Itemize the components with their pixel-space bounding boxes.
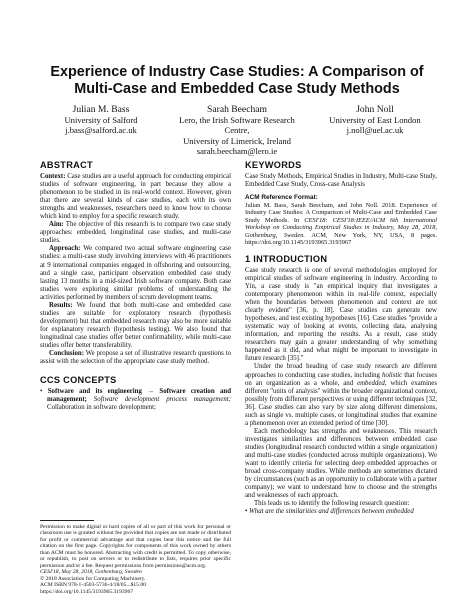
abstract-results: [40, 302, 231, 350]
acm-ref-text: [245, 202, 437, 247]
copyright-text: © 2018 Association for Computing Machinery.: [40, 575, 146, 582]
venue-text: CESI'18, May 28, 2018, Gothenburg, Sweden: [40, 569, 142, 576]
footnote-rule: [40, 520, 94, 521]
permission-footnote: [40, 524, 231, 595]
ccs-italic: Software development process management;: [93, 396, 231, 404]
ccs-concept: • Software and its engineering → Software creation and management; Software development process management; Collaboration in software development;: [40, 388, 231, 412]
author-block: [46, 104, 156, 136]
aim-text: The objective of this research is to compare two case study approaches: embedded, longitudinal case studies, and multi-case studies.: [40, 221, 231, 245]
conclusion-text: We propose a set of illustrative research questions to assist with the selection of the appropriate case study method.: [40, 350, 231, 366]
abstract-body: [40, 173, 231, 366]
rq-text: What are the similarities and differences between embedded: [249, 508, 414, 516]
approach-text: We compared two actual software engineering case studies: a multi-case study involving interviews with 46 practitioners at 9 international companies engaged in offshoring and outsourcing, and a single case, participant observation embedded case study lasting 13 months in a mid-sized Irish software company. Both case studies were exploring similar problems of understanding the activities performed by members of scrum development teams.: [40, 245, 231, 301]
intro-body: [245, 267, 437, 516]
abstract-aim: [40, 221, 231, 245]
author-block: [318, 104, 432, 136]
abstract-approach: [40, 245, 231, 301]
abstract-heading: ABSTRACT: [40, 160, 93, 170]
results-label: Results:: [49, 301, 73, 309]
intro-emph: embedded: [357, 379, 385, 387]
acm-ref-venue: CESI'18: CESI'18:IEEE/ACM 6th International Workshop on Conducting Empirical Studies in Industry, May 28, 2018, Gothenburg, Sweden.: [245, 216, 437, 239]
permission-text: Permission to make digital or hard copies of all or part of this work for personal or classroom use is granted without fee provided that copies are not made or distributed for profit or commercial advantage and that copies bear this notice and the full citation on the first page. Copyrights for components of this work owned by others than ACM must be honored. Abstracting with credit is permitted. To copy otherwise, or republish, to post on servers or to redistribute to lists, requires prior specific permission and/or a fee. Request permissions from permissions@acm.org.: [40, 524, 231, 569]
intro-text: Under the broad heading of case study research are different approaches to conducting case studies, including: [245, 363, 437, 379]
right-column: [245, 160, 437, 516]
acm-ref-authors: Julian M. Bass, Sarah Beecham, and John Noll. 2018. Experience of Industry Case Studies: A Comparison of Multi-Case and Embedded Case Study Methods. In: [245, 201, 437, 224]
ccs-heading: CCS CONCEPTS: [40, 375, 117, 386]
intro-paragraph: [245, 363, 437, 427]
author-name: John Noll: [356, 104, 394, 115]
author-affiliation: University of East London: [329, 115, 421, 125]
aim-label: Aim:: [49, 221, 64, 229]
intro-text: that focuses on an organization as a whole, and: [245, 371, 438, 387]
keywords-heading: KEYWORDS: [245, 160, 302, 170]
context-text: Case studies are a useful approach for conducting empirical studies of software engineering, in part because they allow a phenomenon to be studied in its real-world context. However, given that there are several kinds of case studies, each with its own strengths and weaknesses, researchers need to know how to choose which kind to employ for a specific research study.: [40, 173, 231, 221]
intro-paragraph: Each methodology has strengths and weaknesses. This research investigates similarities and differences between embedded case studies (longitudinal research conducted within a single organization) and multi-case studies (conducted across multiple organizations). We want to identify criteria for selecting deep embedded approaches or broad cross-company studies. While methods are sometimes dictated by circumstances (such as an opportunity to collaborate with a partner company); we want to understand how to choose and the strengths and weaknesses of each approach.: [245, 427, 437, 500]
author-email: j.noll@uel.ac.uk: [346, 125, 404, 136]
paper-title: [0, 64, 474, 98]
results-text: We found that both multi-case and embedded case studies are suitable for exploratory research (hypothesis development) but that embedded research may also be more suitable for explanatory research (hypothesis testing). We also found that longitudinal case studies offer better confirmability, while multi-case studies offer better transferability.: [40, 301, 232, 349]
left-column: [40, 160, 231, 412]
intro-paragraph: Case study research is one of several methodologies employed for empirical studies of software engineering in industry. According to Yin, a case study is "an empirical inquiry that investigates a contemporary phenomenon within its real-life context, especially when the boundaries between phenomenon and context are not clearly evident" [36, p. 18]. Case studies can generate new hypotheses, and test existing hypotheses [16]. Case studies "provide a systematic way of looking at events, collecting data, analysing information, and reporting the results. As a result, case study researchers may gain a greater understanding of why something happened as it did, and what might be important to investigate in future research [35].": [245, 266, 437, 363]
intro-text: , which examines different "units of analysis" within the broader organizational context, possibly from different perspectives or using different techniques [32, 36]. Case studies can also vary by size along different dimensions, such as single vs. multiple cases, or longitudinal studies that examine a phenomenon over an extended period of time [30].: [245, 379, 437, 427]
abstract-context: [40, 173, 231, 221]
approach-label: Approach:: [49, 245, 81, 253]
ccs-rest: Collaboration in software development;: [47, 404, 156, 412]
author-name: Julian M. Bass: [72, 104, 130, 115]
conclusion-label: Conclusion:: [49, 350, 84, 358]
author-affiliation: University of Salford: [64, 115, 138, 125]
intro-paragraph: This leads us to identify the following research question:: [254, 500, 410, 508]
author-email: j.bass@salford.ac.uk: [65, 125, 137, 136]
title-line: Experience of Industry Case Studies: A Comparison of: [50, 64, 424, 80]
acm-ref-tail: ACM, New York, NY, USA, 8 pages. https://doi.org/10.1145/3193965.3193967: [245, 231, 437, 247]
author-block: [172, 104, 302, 157]
context-label: Context:: [40, 173, 66, 180]
author-affiliation: Lero, the Irish Software Research: [179, 115, 295, 125]
intro-heading: 1 INTRODUCTION: [245, 253, 328, 264]
keywords-text: Case Study Methods, Empirical Studies in Industry, Multi-case Study, Embedded Case Study, Cross-case Analysis: [245, 173, 437, 189]
title-line: Multi-Case and Embedded Case Study Methods: [74, 81, 400, 97]
research-question: • What are the similarities and differences between embedded: [245, 508, 414, 516]
author-name: Sarah Beecham: [207, 104, 267, 115]
doi-link[interactable]: https://doi.org/10.1145/3193965.3193967: [40, 588, 134, 595]
intro-emph: holistic: [382, 371, 403, 379]
acm-ref-heading: ACM Reference Format:: [245, 194, 318, 202]
isbn-text: ACM ISBN 978-1-4503-5736-4/18/05...$15.00: [40, 582, 146, 589]
author-affiliation: University of Limerick, Ireland: [183, 135, 291, 146]
abstract-conclusion: [40, 350, 231, 366]
ccs-bold: Software and its engineering → Software creation and management;: [47, 388, 231, 404]
author-email: sarah.beecham@lero.ie: [196, 146, 278, 157]
author-affiliation: Centre,: [224, 125, 250, 136]
